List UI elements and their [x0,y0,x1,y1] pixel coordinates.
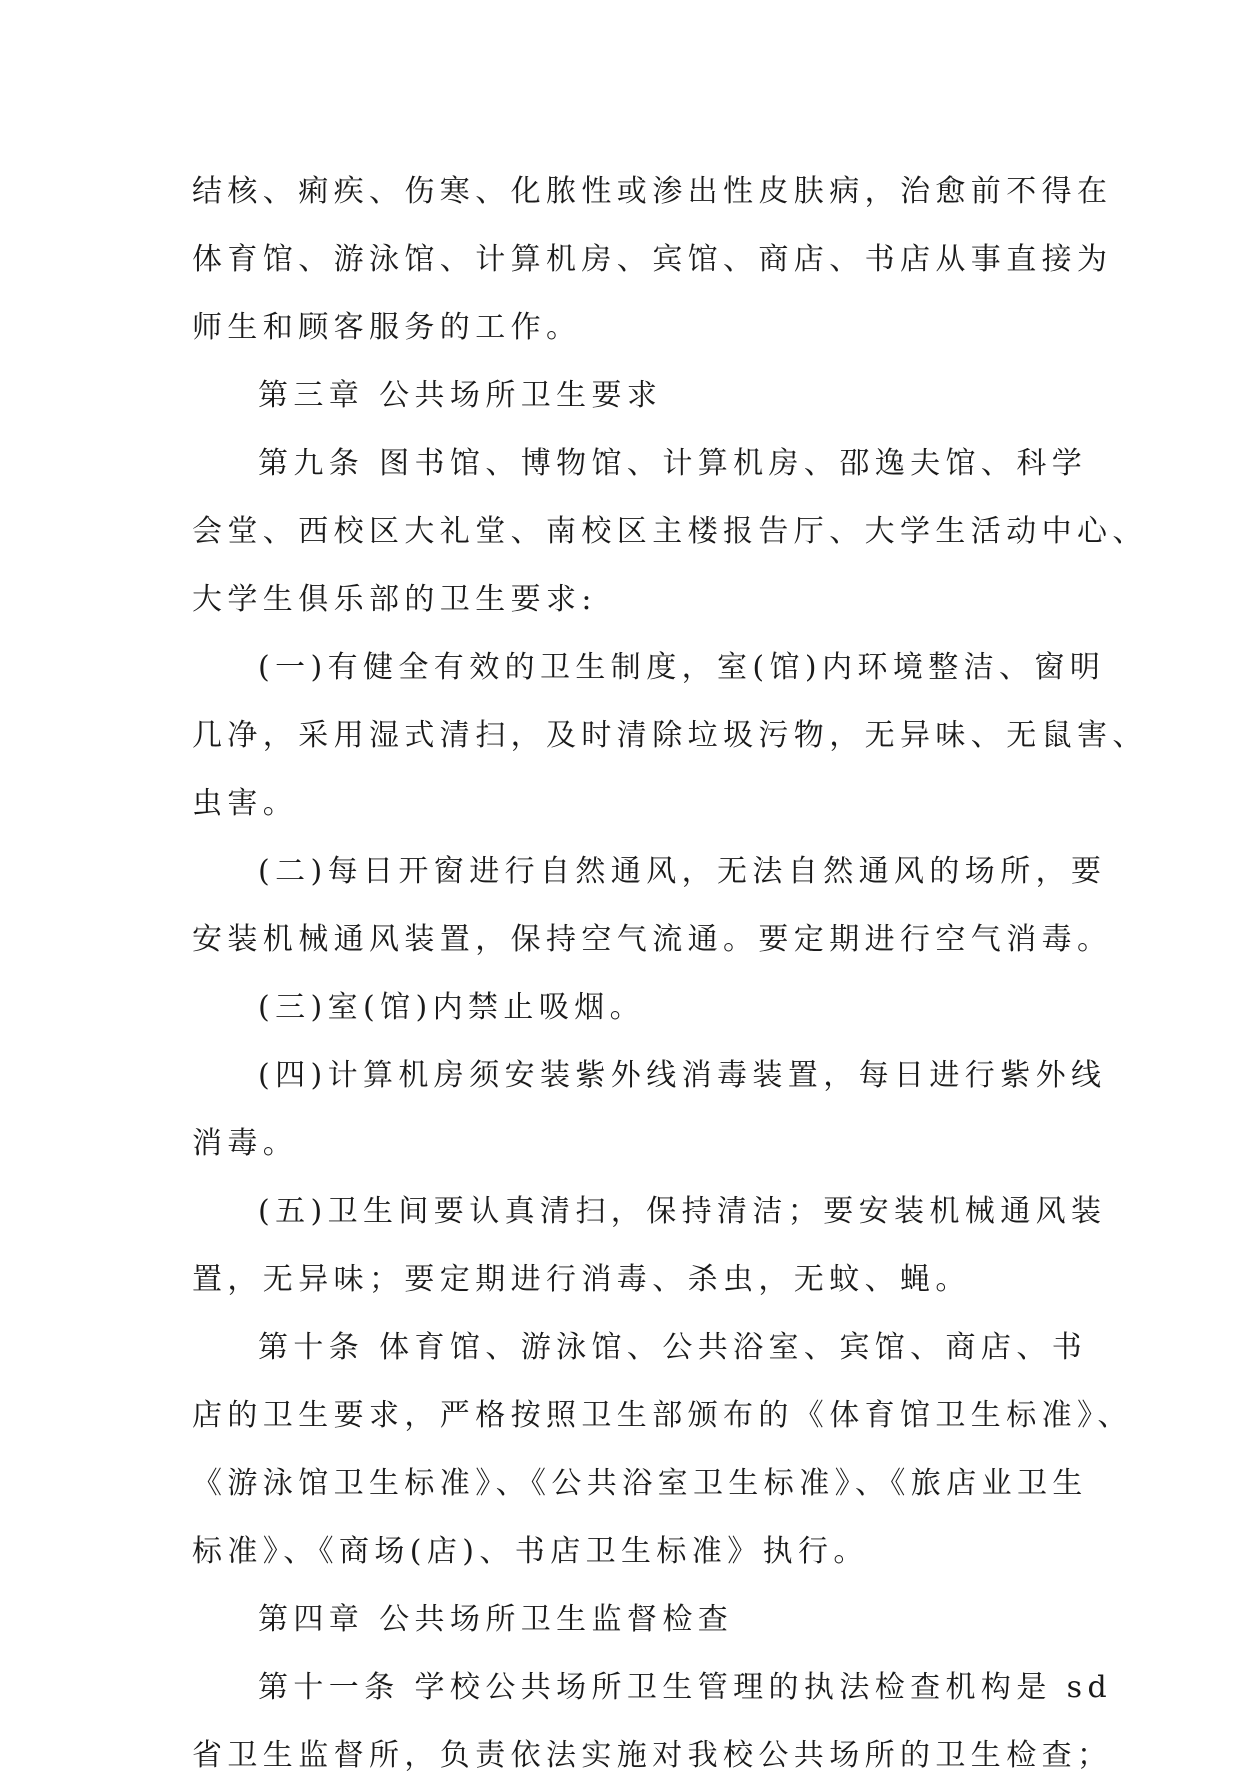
text-line: 虫害。 [192,786,299,821]
document-body [192,158,1148,1790]
text-line: 第三章 公共场所卫生要求 [258,378,663,413]
text-line: 第九条 图书馆、博物馆、计算机房、邵逸夫馆、科学 [258,446,1088,481]
text-line: 省卫生监督所，负责依法实施对我校公共场所的卫生检查； [192,1738,1113,1773]
text-line: 第四章 公共场所卫生监督检查 [258,1602,734,1637]
text-line: 第十一条 学校公共场所卫生管理的执法检查机构是 sd [258,1670,1113,1705]
text-line: 标准》、《商场(店)、书店卫生标准》执行。 [192,1534,869,1569]
text-line: 第十条 体育馆、游泳馆、公共浴室、宾馆、商店、书 [258,1330,1088,1365]
text-line: (四)计算机房须安装紫外线消毒装置，每日进行紫外线 [258,1058,1107,1093]
text-line: 结核、痢疾、伤寒、化脓性或渗出性皮肤病，治愈前不得在 [192,174,1113,209]
text-line: 店的卫生要求，严格按照卫生部颁布的《体育馆卫生标准》、 [192,1398,1133,1433]
text-line: (一)有健全有效的卫生制度，室(馆)内环境整洁、窗明 [258,650,1106,685]
text-line: (三)室(馆)内禁止吸烟。 [258,990,646,1025]
text-line: 会堂、西校区大礼堂、南校区主楼报告厅、大学生活动中心、 [192,514,1148,549]
text-line: 师生和顾客服务的工作。 [192,310,582,345]
text-line: 消毒。 [192,1126,299,1161]
text-line: 置，无异味；要定期进行消毒、杀虫，无蚊、蝇。 [192,1262,971,1297]
text-line: 《游泳馆卫生标准》、《公共浴室卫生标准》、《旅店业卫生 [192,1466,1088,1501]
text-line: 大学生俱乐部的卫生要求: [192,582,597,617]
text-line: (五)卫生间要认真清扫，保持清洁；要安装机械通风装 [258,1194,1107,1229]
text-line: 体育馆、游泳馆、计算机房、宾馆、商店、书店从事直接为 [192,242,1113,277]
text-line: 几净，采用湿式清扫，及时清除垃圾污物，无异味、无鼠害、 [192,718,1148,753]
text-line: (二)每日开窗进行自然通风，无法自然通风的场所，要 [258,854,1107,889]
text-line: 安装机械通风装置，保持空气流通。要定期进行空气消毒。 [192,922,1113,957]
